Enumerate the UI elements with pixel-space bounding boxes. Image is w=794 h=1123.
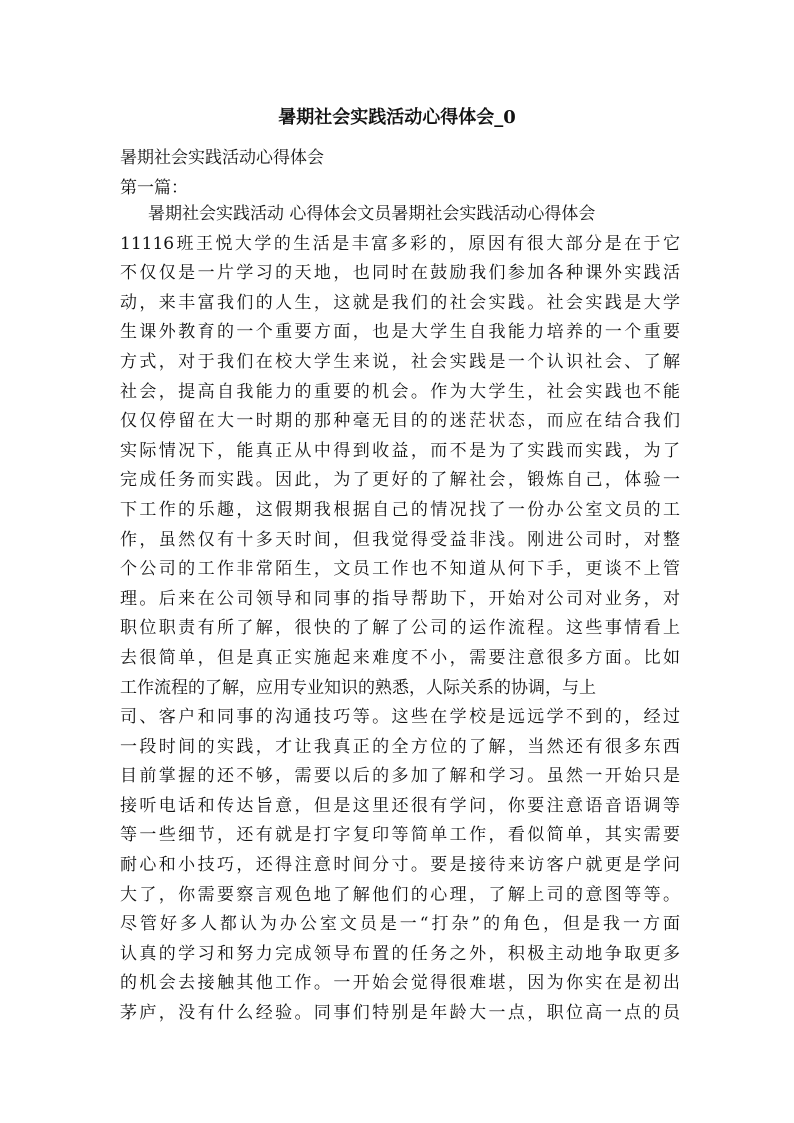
body-line: 茅庐，没有什么经验。同事们特别是年龄大一点，职位高一点的员: [120, 1003, 680, 1024]
body-line: 去很简单，但是真正实施起来难度不小，需要注意很多方面。比如: [120, 647, 680, 668]
body-line: 等一些细节，还有就是打字复印等简单工作，看似简单，其实需要: [120, 825, 680, 846]
section-heading: 第一篇：: [120, 178, 188, 198]
body-line: 完成任务而实践。因此，为了更好的了解社会，锻炼自己，体验一: [120, 470, 680, 491]
body-text: [120, 200, 680, 1029]
body-line: 接听电话和传达旨意，但是这里还很有学问，你要注意语音语调等: [120, 795, 680, 816]
body-line: 职位职责有所了解，很快的了解了公司的运作流程。这些事情看上: [120, 618, 680, 639]
body-line: 实际情况下，能真正从中得到收益，而不是为了实践而实践，为了: [120, 440, 680, 461]
body-line: 的机会去接触其他工作。一开始会觉得很难堪，因为你实在是初出: [120, 973, 680, 994]
body-line: 方式，对于我们在校大学生来说，社会实践是一个认识社会、了解: [120, 351, 680, 372]
body-line: 司、客户和同事的沟通技巧等。这些在学校是远远学不到的，经过: [120, 707, 680, 728]
body-line: 工作流程的了解，应用专业知识的熟悉，人际关系的协调，与上: [120, 677, 596, 698]
body-line: 仅仅停留在大一时期的那种毫无目的的迷茫状态，而应在结合我们: [120, 411, 680, 432]
body-line: 生课外教育的一个重要方面，也是大学生自我能力培养的一个重要: [120, 322, 680, 343]
body-line: 目前掌握的还不够，需要以后的多加了解和学习。虽然一开始只是: [120, 766, 680, 787]
body-line: 社会，提高自我能力的重要的机会。作为大学生，社会实践也不能: [120, 381, 680, 402]
body-line: 耐心和小技巧，还得注意时间分寸。要是接待来访客户就更是学问: [120, 855, 680, 876]
body-line: 不仅仅是一片学习的天地，也同时在鼓励我们参加各种课外实践活: [120, 263, 680, 284]
document-title: 暑期社会实践活动心得体会_0: [278, 107, 516, 128]
body-line: 认真的学习和努力完成领导布置的任务之外，积极主动地争取更多: [120, 943, 680, 964]
body-line: 作，虽然仅有十多天时间，但我觉得受益非浅。刚进公司时，对整: [120, 529, 680, 550]
body-line: 下工作的乐趣，这假期我根据自己的情况找了一份办公室文员的工: [120, 499, 680, 520]
body-line: 大了，你需要察言观色地了解他们的心理，了解上司的意图等等。: [120, 884, 680, 905]
body-line: 11116班王悦大学的生活是丰富多彩的，原因有很大部分是在于它: [120, 233, 680, 254]
body-line: 动，来丰富我们的人生，这就是我们的社会实践。社会实践是大学: [120, 292, 680, 313]
body-line: 个公司的工作非常陌生，文员工作也不知道从何下手，更谈不上管: [120, 559, 680, 580]
body-line: 暑期社会实践活动 心得体会文员暑期社会实践活动心得体会: [148, 204, 596, 224]
body-line: 一段时间的实践，才让我真正的全方位的了解，当然还有很多东西: [120, 736, 680, 757]
body-line: 理。后来在公司领导和同事的指导帮助下，开始对公司对业务，对: [120, 588, 680, 609]
document-subtitle: 暑期社会实践活动心得体会: [120, 148, 324, 168]
body-line: 尽管好多人都认为办公室文员是一“打杂”的角色，但是我一方面: [120, 914, 680, 935]
